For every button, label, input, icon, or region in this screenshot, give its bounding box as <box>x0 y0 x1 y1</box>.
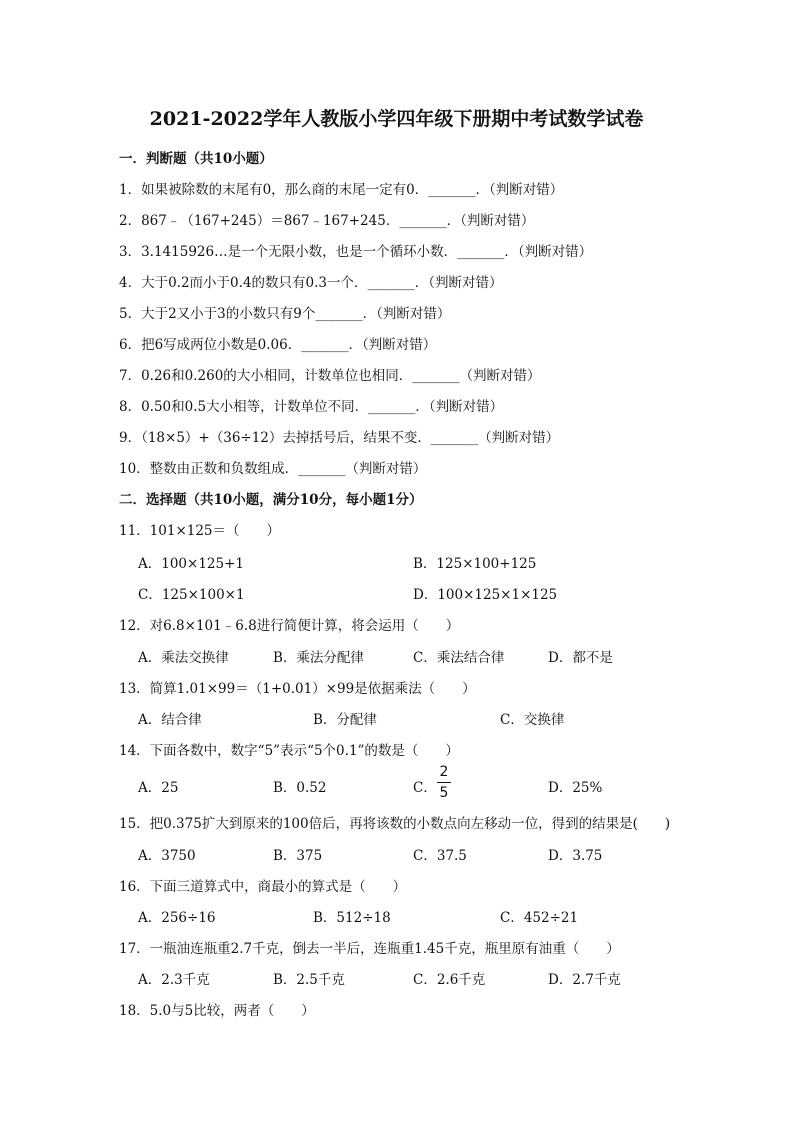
q13-option-b: B．分配律 <box>313 712 377 728</box>
judge-question-7: 7．0.26和0.260的大小相同，计数单位也相同．_______（判断对错） <box>119 368 541 384</box>
judge-question-8: 8．0.50和0.5大小相等，计数单位不同．_______．（判断对错） <box>119 399 504 415</box>
choice-question-14: 14．下面各数中，数字“5”表示“5个0.1”的数是（ ） <box>119 743 459 759</box>
q15-option-b: B．375 <box>273 848 323 864</box>
judge-question-2: 2．867﹣（167+245）＝867﹣167+245．_______．（判断对错） <box>119 213 535 229</box>
q12-option-b: B．乘法分配律 <box>273 650 364 666</box>
judge-question-9: 9．（18×5）+（36÷12）去掉括号后，结果不变．_______（判断对错） <box>119 430 560 446</box>
judge-question-5: 5．大于2又小于3的小数只有9个_______．（判断对错） <box>119 306 451 322</box>
q14-option-c: C． <box>413 780 437 796</box>
q15-option-d: D．3.75 <box>548 848 603 864</box>
q14-option-d: D．25% <box>548 780 603 796</box>
judge-question-10: 10．整数由正数和负数组成．_______（判断对错） <box>119 461 427 477</box>
choice-question-18: 18．5.0与5比较，两者（ ） <box>119 1003 315 1019</box>
q14-option-b: B．0.52 <box>273 780 327 796</box>
q11-option-a: A．100×125+1 <box>138 556 244 572</box>
q16-option-b: B．512÷18 <box>313 910 391 926</box>
q14-option-a: A．25 <box>138 780 179 796</box>
choice-question-15: 15．把0.375扩大到原来的100倍后，再将该数的小数点向左移动一位，得到的结果是( ) <box>119 816 671 832</box>
fraction-bar <box>437 782 451 783</box>
q11-option-c: C．125×100×1 <box>138 587 245 603</box>
q15-option-c: C．37.5 <box>413 848 467 864</box>
choice-question-13: 13．简算1.01×99＝（1+0.01）×99是依据乘法（ ） <box>119 681 476 697</box>
choice-question-17: 17．一瓶油连瓶重2.7千克，倒去一半后，连瓶重1.45千克，瓶里原有油重（ ） <box>119 941 620 957</box>
judge-question-1: 1．如果被除数的末尾有0，那么商的末尾一定有0．_______．（判断对错） <box>119 182 564 198</box>
q17-option-b: B．2.5千克 <box>273 972 345 988</box>
judge-question-6: 6．把6写成两位小数是0.06．_______．（判断对错） <box>119 337 437 353</box>
q12-option-d: D．都不是 <box>548 650 613 666</box>
q17-option-d: D．2.7千克 <box>548 972 621 988</box>
q17-option-c: C．2.6千克 <box>413 972 486 988</box>
page-title: 2021-2022学年人教版小学四年级下册期中考试数学试卷 <box>149 108 644 130</box>
q16-option-a: A．256÷16 <box>138 910 216 926</box>
fraction-numerator: 2 <box>439 764 449 780</box>
q13-option-c: C．交换律 <box>500 712 565 728</box>
fraction-denominator: 5 <box>439 785 449 801</box>
q14-option-c-fraction <box>437 764 451 801</box>
choice-question-12: 12．对6.8×101﹣6.8进行简便计算，将会运用（ ） <box>119 618 460 634</box>
judge-question-3: 3．3.1415926…是一个无限小数，也是一个循环小数．_______．（判断对错） <box>119 244 593 260</box>
q15-option-a: A．3750 <box>138 848 196 864</box>
q16-option-c: C．452÷21 <box>500 910 579 926</box>
q17-option-a: A．2.3千克 <box>138 972 210 988</box>
q12-option-a: A．乘法交换律 <box>138 650 229 666</box>
q13-option-a: A．结合律 <box>138 712 202 728</box>
choice-question-11: 11．101×125＝（ ） <box>119 523 281 539</box>
q12-option-c: C．乘法结合律 <box>413 650 505 666</box>
q11-option-b: B．125×100+125 <box>413 556 537 572</box>
q11-option-d: D．100×125×1×125 <box>413 587 558 603</box>
judge-question-4: 4．大于0.2而小于0.4的数只有0.3一个．_______．（判断对错） <box>119 275 503 291</box>
section-heading-choice: 二．选择题（共10小题，满分10分，每小题1分） <box>119 492 423 508</box>
choice-question-16: 16．下面三道算式中，商最小的算式是（ ） <box>119 879 407 895</box>
section-heading-judge: 一．判断题（共10小题） <box>119 151 273 167</box>
